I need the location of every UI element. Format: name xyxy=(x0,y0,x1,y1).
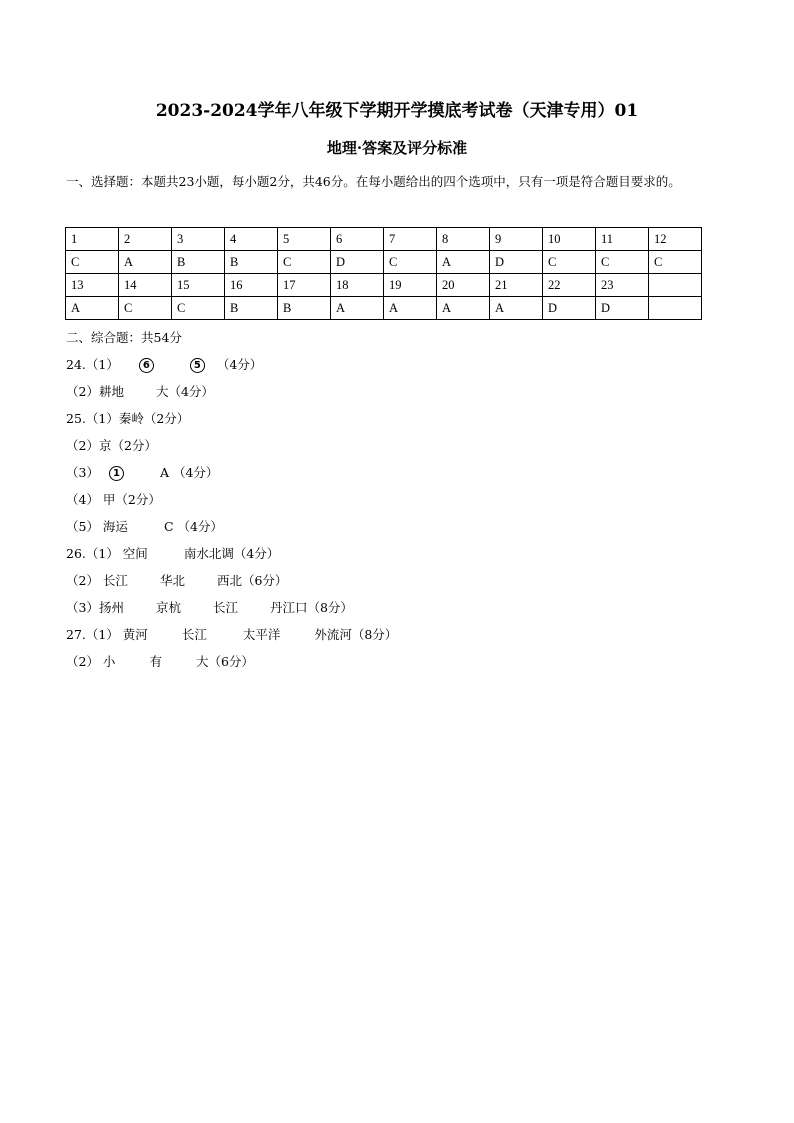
table-cell: A xyxy=(490,297,543,320)
q26-part3-answer-a: （3）扬州 xyxy=(66,600,124,615)
q26-part1-answer-b: 南水北调（4分） xyxy=(183,546,280,561)
table-cell: 17 xyxy=(278,274,331,297)
question-number-row xyxy=(66,274,702,297)
table-cell: D xyxy=(331,251,384,274)
q27-part1-answer-b: 长江 xyxy=(181,627,207,642)
table-cell: 22 xyxy=(543,274,596,297)
table-cell: A xyxy=(66,297,119,320)
table-cell: 18 xyxy=(331,274,384,297)
table-cell: 16 xyxy=(225,274,278,297)
q27-part2-answer-c: 大（6分） xyxy=(195,654,254,669)
section1-intro: 一、选择题：本题共23小题，每小题2分，共46分。在每小题给出的四个选项中，只有一项是符合题目要求的。 xyxy=(66,174,681,189)
table-cell: 19 xyxy=(384,274,437,297)
table-cell: D xyxy=(490,251,543,274)
answer-row xyxy=(66,251,702,274)
table-cell: B xyxy=(278,297,331,320)
table-cell: C xyxy=(172,297,225,320)
question-number-row xyxy=(66,228,702,251)
q25-part2: （2）京（2分） xyxy=(66,438,157,453)
table-cell: 9 xyxy=(490,228,543,251)
q26-part3 xyxy=(66,598,353,616)
q27-part2-answer-a: （2） 小 xyxy=(66,654,116,669)
q24-part1 xyxy=(66,355,262,373)
table-cell: 21 xyxy=(490,274,543,297)
q25-part3-number: （3） xyxy=(66,465,99,480)
table-cell: 10 xyxy=(543,228,596,251)
q26-part3-answer-d: 丹江口（8分） xyxy=(269,600,353,615)
q26-part3-answer-c: 长江 xyxy=(212,600,238,615)
q24-part2-number: （2） xyxy=(66,384,99,399)
table-cell: 1 xyxy=(66,228,119,251)
q26-part2 xyxy=(66,571,287,589)
table-cell: A xyxy=(384,297,437,320)
q25-part5-answer-a: （5） 海运 xyxy=(66,519,128,534)
answer-table xyxy=(65,227,702,320)
table-cell: 6 xyxy=(331,228,384,251)
table-cell: 7 xyxy=(384,228,437,251)
table-cell: 4 xyxy=(225,228,278,251)
table-cell: 11 xyxy=(596,228,649,251)
q26-part1 xyxy=(66,544,279,562)
q24-part1-score: （4分） xyxy=(216,357,263,372)
q24-part2-answer-a: 耕地 xyxy=(98,384,124,399)
q25-part4: （4） 甲（2分） xyxy=(66,492,161,507)
q27-part2 xyxy=(66,652,254,670)
table-cell: 12 xyxy=(649,228,702,251)
document-title: 2023-2024学年八年级下学期开学摸底考试卷（天津专用）01 xyxy=(155,101,639,121)
circled-number-1: 1 xyxy=(109,466,124,481)
table-cell: C xyxy=(543,251,596,274)
q27-part1-answer-d: 外流河（8分） xyxy=(314,627,398,642)
q25-part1: 25.（1）秦岭（2分） xyxy=(66,411,190,426)
q24-part2 xyxy=(66,382,214,400)
table-cell: D xyxy=(543,297,596,320)
table-cell: A xyxy=(119,251,172,274)
table-cell: A xyxy=(331,297,384,320)
table-cell xyxy=(649,297,702,320)
table-cell: C xyxy=(119,297,172,320)
circled-number-6: 6 xyxy=(139,358,154,373)
table-cell: 5 xyxy=(278,228,331,251)
circled-number-5: 5 xyxy=(190,358,205,373)
table-cell: 3 xyxy=(172,228,225,251)
q27-part1-answer-c: 太平洋 xyxy=(242,627,281,642)
table-cell: A xyxy=(437,297,490,320)
q27-part2-answer-b: 有 xyxy=(149,654,162,669)
table-cell: 23 xyxy=(596,274,649,297)
table-cell: B xyxy=(225,297,278,320)
document-subtitle: 地理·答案及评分标准 xyxy=(326,139,468,157)
q26-part1-answer-a: 26.（1） 空间 xyxy=(66,546,148,561)
table-cell: C xyxy=(596,251,649,274)
table-cell: 14 xyxy=(119,274,172,297)
table-cell xyxy=(649,274,702,297)
table-cell: 2 xyxy=(119,228,172,251)
q25-part5-answer-b: C （4分） xyxy=(163,519,223,534)
table-cell: 15 xyxy=(172,274,225,297)
table-cell: C xyxy=(66,251,119,274)
table-cell: 20 xyxy=(437,274,490,297)
q24-part1-number: 24.（1） xyxy=(66,357,119,372)
q27-part1 xyxy=(66,625,397,643)
section2-heading: 二、综合题：共54分 xyxy=(66,330,182,345)
table-cell: D xyxy=(596,297,649,320)
table-cell: C xyxy=(649,251,702,274)
q26-part2-answer-c: 西北（6分） xyxy=(216,573,288,588)
q26-part2-answer-a: （2） 长江 xyxy=(66,573,128,588)
answer-row xyxy=(66,297,702,320)
q25-part3 xyxy=(66,463,218,481)
table-cell: A xyxy=(437,251,490,274)
q24-part2-answer-b: 大（4分） xyxy=(155,384,214,399)
q26-part3-answer-b: 京杭 xyxy=(155,600,181,615)
table-cell: B xyxy=(225,251,278,274)
table-cell: C xyxy=(384,251,437,274)
table-cell: B xyxy=(172,251,225,274)
table-cell: 8 xyxy=(437,228,490,251)
q25-part5 xyxy=(66,517,223,535)
table-cell: 13 xyxy=(66,274,119,297)
q26-part2-answer-b: 华北 xyxy=(159,573,185,588)
q25-part3-answer-b: A （4分） xyxy=(159,465,219,480)
table-cell: C xyxy=(278,251,331,274)
q27-part1-answer-a: 27.（1） 黄河 xyxy=(66,627,148,642)
